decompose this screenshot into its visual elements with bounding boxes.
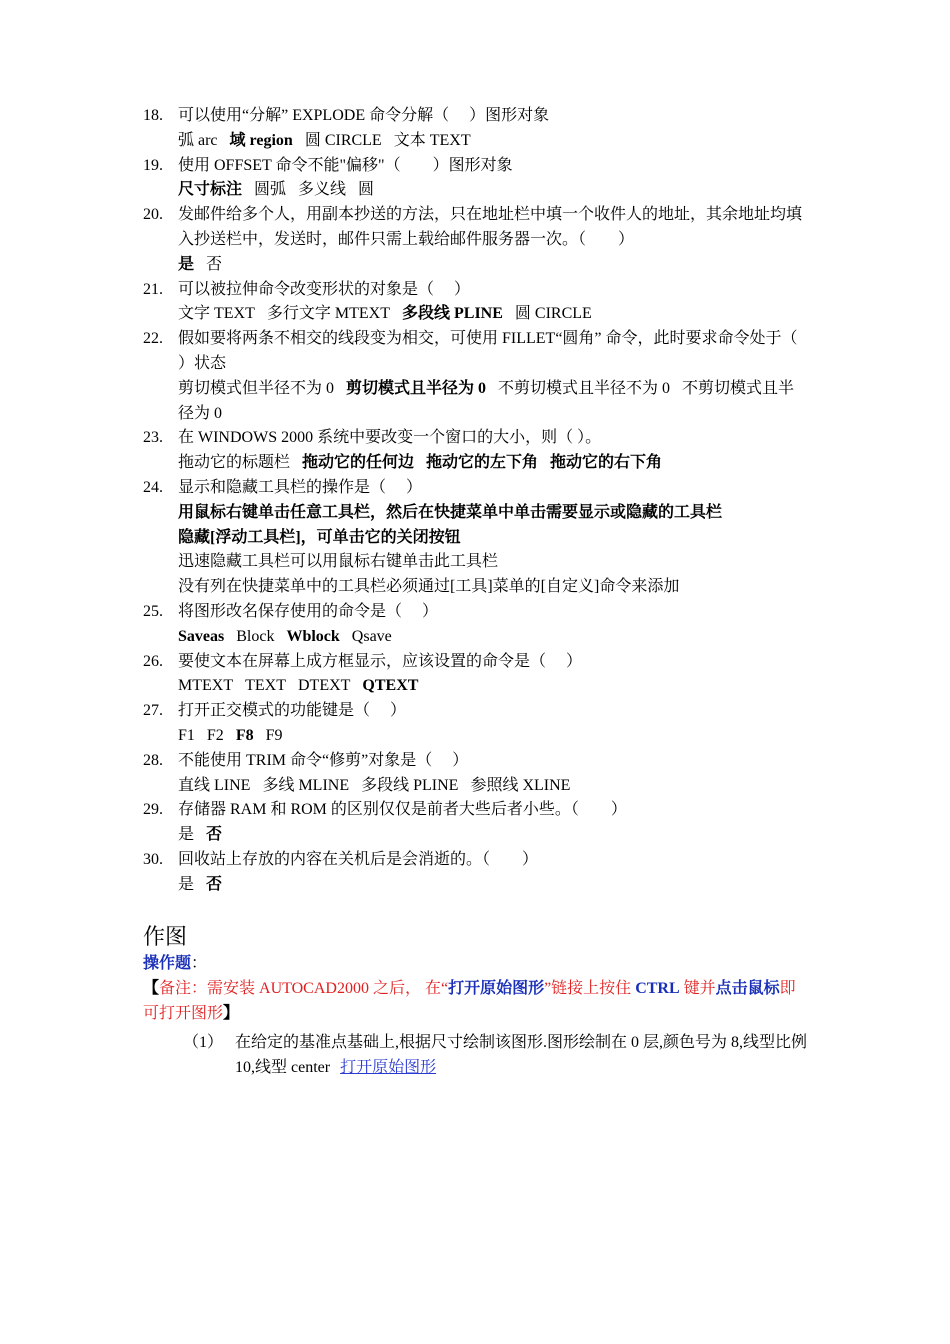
question-row [143,600,808,625]
question-item [143,278,808,328]
question-item [143,327,818,426]
note-bold-2: CTRL [635,980,680,997]
question-number: 21. [143,280,163,298]
answer-option: 弧 arc [178,131,218,149]
question-number: 30. [143,850,163,868]
answer-option: TEXT [245,677,286,695]
answer-line-correct: 隐藏[浮动工具栏]，可单击它的关闭按钮 [178,528,461,546]
answer-option: MTEXT [178,677,234,695]
question-text: 将图形改名保存使用的命令是（ ） [178,602,439,620]
drawing-section [143,924,808,1080]
answer-option: F1 [178,726,195,744]
answer-option-correct: 尺寸标注 [178,181,243,199]
question-text: 打开正交模式的功能键是（ ） [178,702,407,720]
question-item [143,104,808,154]
note-open-bracket: 【 [143,980,160,997]
answer-option: 多线 MLINE [262,776,350,794]
answer-option: 否 [206,255,223,273]
answer-options [143,129,808,154]
question-row [143,426,808,451]
answer-option: Block [236,627,275,645]
question-number: 25. [143,602,163,620]
answer-option-correct: 拖动它的右下角 [550,454,663,472]
question-item [143,699,808,749]
question-item [143,650,808,700]
answer-option-correct: 否 [206,826,223,844]
question-text: 假如要将两条不相交的线段变为相交，可使用 FILLET“圆角” 命令，此时要求命令处于（ ）状态 [178,330,818,372]
question-text: 显示和隐藏工具栏的操作是（ ） [178,478,423,496]
question-item [143,476,808,600]
note-text-1: 备注：需安装 AUTOCAD2000 之后， 在“ [159,980,449,997]
question-text: 可以被拉伸命令改变形状的对象是（ ） [178,280,471,298]
answer-options [143,873,808,898]
question-number: 29. [143,801,163,819]
answer-option: 不剪切模式且半径不为 0 [498,379,671,397]
answer-option: 直线 LINE [178,776,251,794]
note-close-bracket: 】 [223,1005,240,1022]
question-row [143,203,808,253]
question-text: 回收站上存放的内容在关机后是会消逝的。（ ） [178,850,539,868]
question-text: 要使文本在屏幕上成方框显示，应该设置的命令是（ ） [178,652,583,670]
question-item [143,154,808,204]
answer-options [143,774,808,799]
note-bold-3: 点击鼠标 [715,980,780,997]
answer-option: F2 [206,726,224,744]
question-number: 18. [143,107,163,124]
answer-line: 迅速隐藏工具栏可以用鼠标右键单击此工具栏 [178,553,499,571]
question-number: 22. [143,330,163,348]
answer-option-correct: QTEXT [362,677,419,695]
answer-option: 文字 TEXT [178,305,255,323]
answer-option: 多段线 PLINE [361,776,459,794]
answer-option-correct: 域 region [229,131,293,149]
task-number: （1） [183,1034,224,1051]
question-row [143,104,808,129]
section-heading: 作图 [143,925,188,950]
question-item [143,749,808,799]
answer-option: 多义线 [298,181,347,199]
question-row [143,476,808,501]
question-item [143,600,808,650]
answer-option: 圆 [358,181,375,199]
task-text: 在给定的基准点基础上,根据尺寸绘制该图形.图形绘制在 0 层,颜色号为 8,线型比例 10,线型 center [235,1034,808,1076]
answer-option-correct: 拖动它的左下角 [426,454,539,472]
answer-option-correct: 是 [178,255,195,273]
install-note [143,976,808,1026]
answer-options [143,377,808,427]
answer-option: 多行文字 MTEXT [266,305,390,323]
note-bold-1: 打开原始图形 [448,980,545,997]
answer-options [143,302,808,327]
answer-option: DTEXT [297,677,351,695]
question-row [143,749,808,774]
answer-option: 是 [178,875,195,893]
question-row [143,650,808,675]
question-row [143,278,808,303]
question-row [143,798,808,823]
note-text-3: 键并 [679,980,716,997]
answer-line-correct: 用鼠标右键单击任意工具栏，然后在快捷菜单中单击需要显示或隐藏的工具栏 [178,503,723,521]
answer-option-correct: 剪切模式且半径为 0 [346,379,487,397]
operation-title [143,952,808,976]
question-number: 27. [143,702,163,720]
answer-option: 圆弧 [254,181,287,199]
answer-options [143,724,808,749]
answer-line: 没有列在快捷菜单中的工具栏必须通过[工具]菜单的[自定义]命令来添加 [178,578,680,596]
question-text: 不能使用 TRIM 命令“修剪”对象是（ ） [178,751,469,769]
open-original-drawing-link[interactable]: 打开原始图形 [340,1059,437,1076]
answer-options [143,253,808,278]
answer-option: 不剪切模式且半径为 0 [178,379,795,422]
answer-option: F9 [265,726,283,744]
answer-options [143,451,808,476]
question-row [143,327,818,377]
answer-option-correct: 多段线 PLINE [402,305,503,323]
question-text: 存储器 RAM 和 ROM 的区别仅仅是前者大些后者小些。（ ） [178,801,627,819]
answer-options [143,674,808,699]
question-number: 26. [143,652,163,670]
question-item [143,848,808,898]
answer-option-correct: 否 [206,875,223,893]
answer-option: 是 [178,826,195,844]
question-number: 20. [143,206,163,224]
answer-option: 拖动它的标题栏 [178,454,291,472]
question-number: 24. [143,478,163,496]
operation-title-colon: ： [191,955,208,972]
question-text: 在 WINDOWS 2000 系统中要改变一个窗口的大小，则（ ）。 [178,429,602,447]
answer-options [143,625,808,650]
question-row [143,699,808,724]
question-row [143,848,808,873]
answer-option-correct: 拖动它的任何边 [302,454,415,472]
question-text: 发邮件给多个人，用副本抄送的方法，只在地址栏中填一个收件人的地址，其余地址均填入抄送栏中，发送时，邮件只需上载给邮件服务器一次。（ ） [178,206,803,248]
answer-option-correct: F8 [235,726,254,744]
operation-title-text: 操作题 [143,955,192,972]
question-text: 使用 OFFSET 命令不能"偏移"（ ）图形对象 [178,156,513,174]
answer-option: 文本 TEXT [393,131,471,149]
answer-options [143,178,808,203]
question-item [143,203,808,277]
answer-option: Qsave [351,627,392,645]
answer-option: 圆 CIRCLE [304,131,382,149]
question-item [143,798,808,848]
question-number: 23. [143,429,163,447]
question-item [143,426,808,476]
answer-option: 圆 CIRCLE [514,305,592,323]
task-text-container [235,1030,808,1080]
answer-option-correct: Saveas [178,627,225,645]
note-text-4: 即可打开图形 [143,980,796,1022]
answer-options [143,823,808,848]
question-number: 19. [143,156,163,174]
question-row [143,154,808,179]
note-text-2: ”链接上按住 [544,980,636,997]
task-item [143,1030,808,1080]
question-number: 28. [143,751,163,769]
question-text: 可以使用“分解” EXPLODE 命令分解（ ）图形对象 [178,107,550,124]
question-list [143,104,818,898]
answer-option-correct: Wblock [286,627,340,645]
answer-option: 参照线 XLINE [470,776,571,794]
answer-option: 剪切模式但半径不为 0 [178,379,335,397]
